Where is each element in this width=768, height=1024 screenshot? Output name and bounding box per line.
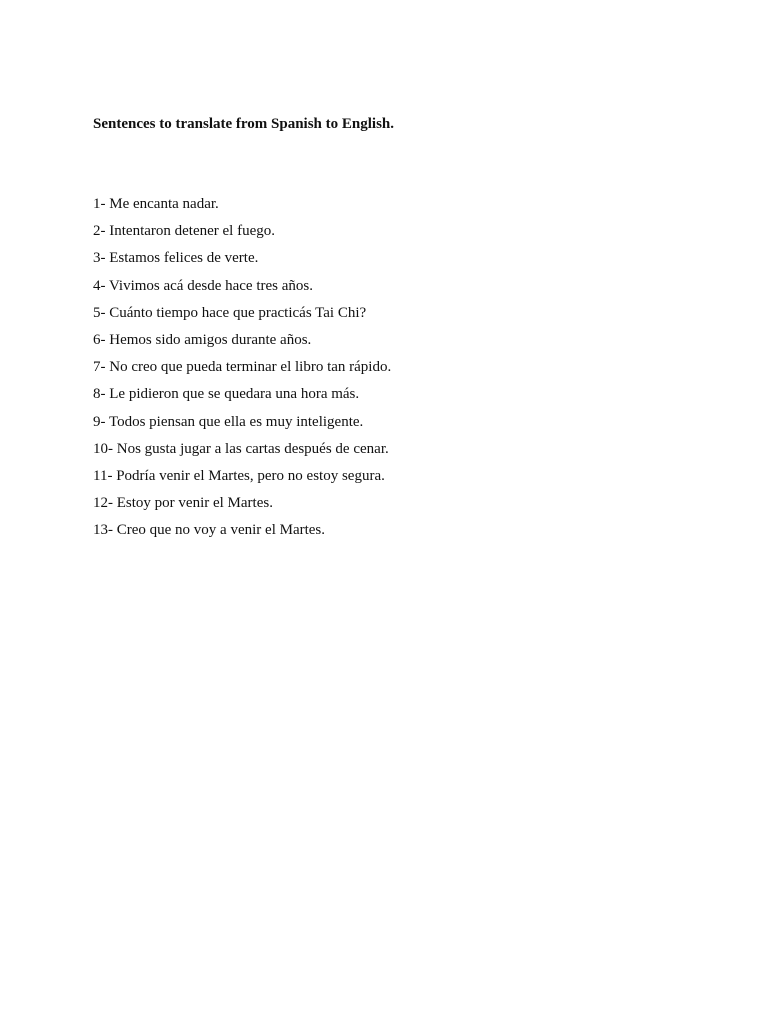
sentence-item: 12- Estoy por venir el Martes. — [93, 495, 273, 512]
sentence-item: 9- Todos piensan que ella es muy inteligente. — [93, 413, 364, 430]
sentence-item: 7- No creo que pueda terminar el libro tan rápido. — [93, 359, 392, 376]
sentence-item: 2- Intentaron detener el fuego. — [93, 223, 275, 240]
sentence-item: 1- Me encanta nadar. — [93, 196, 219, 212]
sentence-item: 6- Hemos sido amigos durante años. — [93, 331, 312, 348]
sentence-list — [93, 195, 391, 548]
sentence-item: 4- Vivimos acá desde hace tres años. — [93, 277, 313, 294]
document-title: Sentences to translate from Spanish to English. — [93, 116, 394, 132]
sentence-item: 5- Cuánto tiempo hace que practicás Tai Chi? — [93, 304, 367, 321]
sentence-item: 8- Le pidieron que se quedara una hora más. — [93, 386, 360, 403]
sentence-item: 10- Nos gusta jugar a las cartas después de cenar. — [93, 440, 389, 457]
sentence-item: 11- Podría venir el Martes, pero no estoy segura. — [93, 467, 385, 484]
sentence-item: 3- Estamos felices de verte. — [93, 250, 259, 267]
sentence-item: 13- Creo que no voy a venir el Martes. — [93, 522, 326, 539]
